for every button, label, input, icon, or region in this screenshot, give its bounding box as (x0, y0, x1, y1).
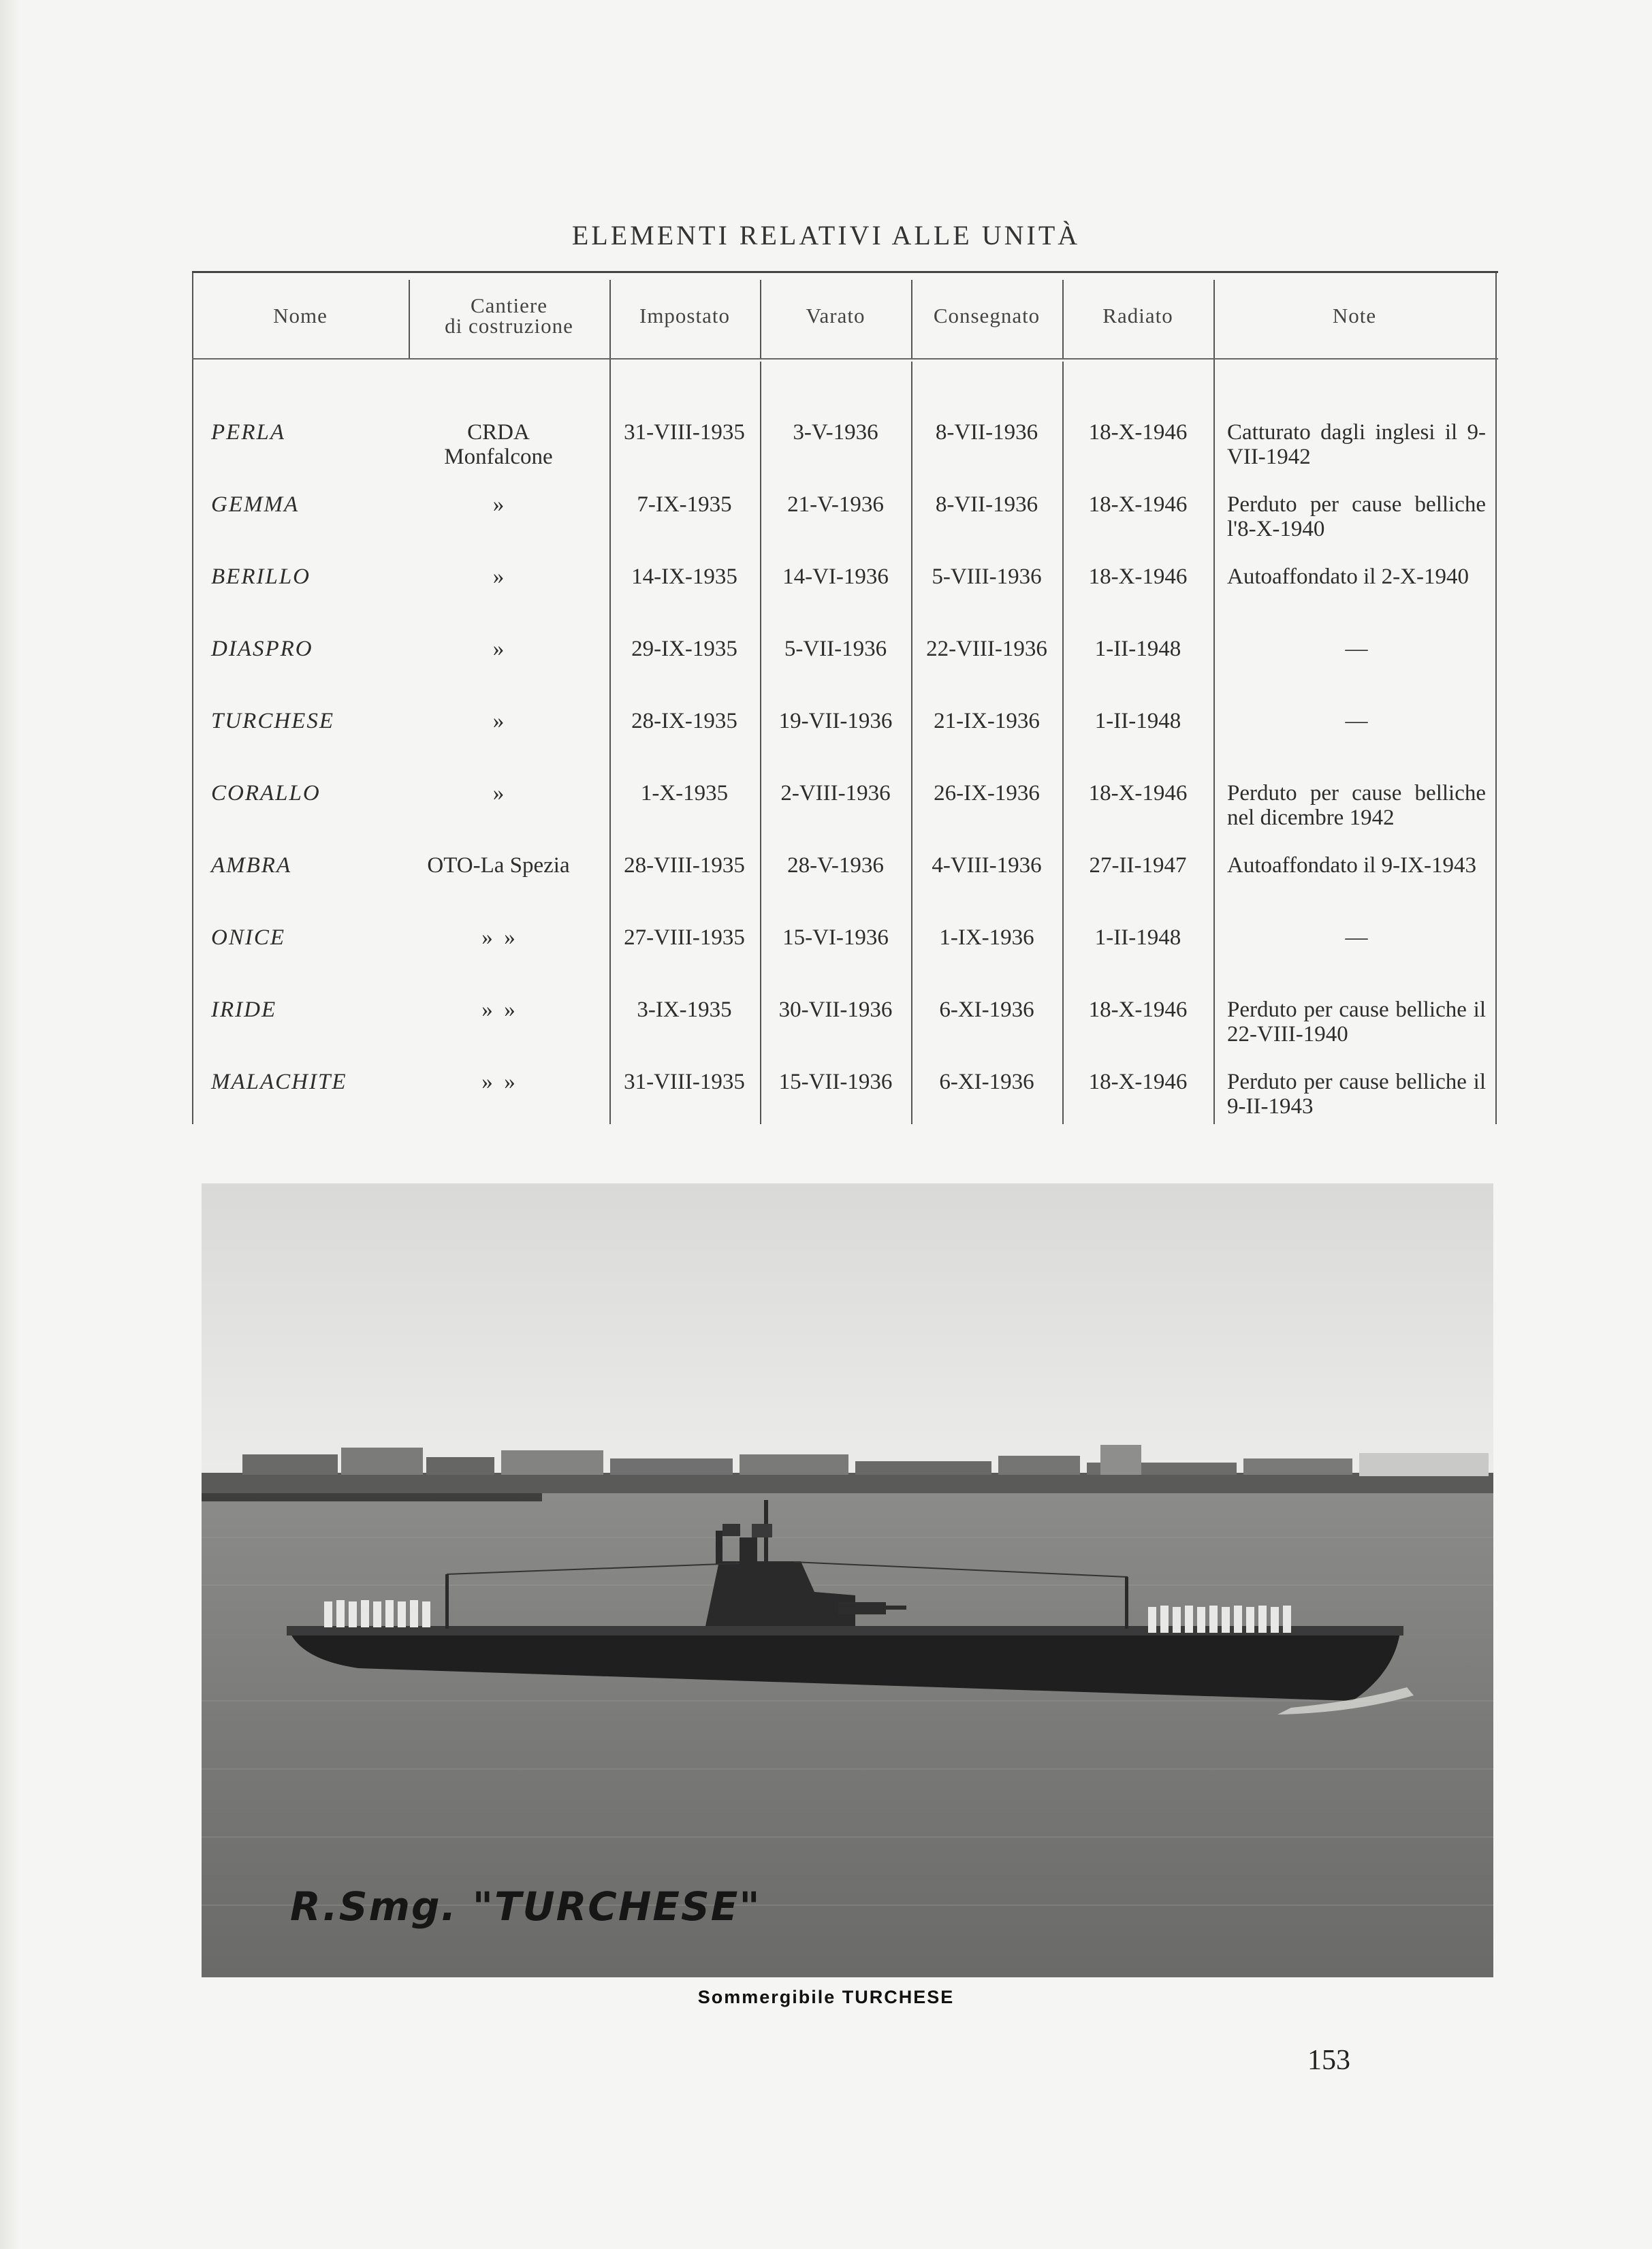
cell-impostato: 7-IX-1935 (637, 492, 732, 517)
cell-radiato: 27-II-1947 (1089, 853, 1187, 878)
cell-note: — (1345, 637, 1368, 661)
cell-nome: CORALLO (211, 781, 321, 806)
cell-consegnato: 26-IX-1936 (934, 781, 1040, 806)
header-nome: Nome (273, 303, 328, 328)
cell-note: — (1345, 709, 1368, 733)
units-table (192, 271, 1498, 1124)
cell-cantiere: » (492, 564, 505, 589)
cell-cantiere (396, 420, 601, 469)
cell-impostato: 31-VIII-1935 (624, 420, 745, 445)
cell-consegnato: 8-VII-1936 (935, 420, 1038, 445)
cell-nome: ONICE (211, 925, 285, 950)
header-consegnato: Consegnato (933, 303, 1041, 328)
cell-impostato: 14-IX-1935 (631, 564, 737, 589)
page-number: 153 (1307, 2045, 1350, 2076)
submarine-photo (202, 1183, 1493, 1977)
cell-impostato: 28-VIII-1935 (624, 853, 745, 878)
cell-varato: 2-VIII-1936 (780, 781, 891, 806)
scan-edge (0, 0, 20, 2249)
header-cantiere (409, 273, 609, 358)
cell-consegnato: 4-VIII-1936 (932, 853, 1042, 878)
cell-nome: PERLA (211, 420, 285, 445)
cell-impostato: 29-IX-1935 (631, 637, 737, 661)
cell-nome: AMBRA (211, 853, 292, 878)
header-rule (192, 358, 1498, 360)
cell-nome: BERILLO (211, 564, 311, 589)
header-cantiere-line2: di costruzione (445, 313, 573, 338)
cell-note: Perduto per cause belliche nel dicembre 1942 (1227, 781, 1486, 830)
table-row (192, 627, 1498, 699)
cell-cantiere: OTO-La Spezia (427, 853, 570, 878)
cell-radiato: 1-II-1948 (1094, 709, 1181, 733)
cell-radiato: 18-X-1946 (1088, 492, 1188, 517)
cell-varato: 28-V-1936 (787, 853, 884, 878)
cell-varato: 30-VII-1936 (778, 998, 893, 1022)
cell-varato: 15-VII-1936 (778, 1070, 893, 1094)
cell-consegnato: 6-XI-1936 (939, 998, 1034, 1022)
header-impostato: Impostato (639, 303, 730, 328)
header-radiato: Radiato (1102, 303, 1173, 328)
cell-consegnato: 21-IX-1936 (934, 709, 1040, 733)
cell-nome: MALACHITE (211, 1070, 347, 1094)
cell-varato: 15-VI-1936 (782, 925, 889, 950)
cell-note: Autoaffondato il 2-X-1940 (1227, 564, 1469, 589)
cell-impostato: 28-IX-1935 (631, 709, 737, 733)
cell-cantiere: » » (481, 1070, 515, 1094)
cell-varato: 3-V-1936 (793, 420, 878, 445)
table-row (192, 411, 1498, 483)
table-row (192, 1060, 1498, 1132)
cell-cantiere-main: CRDA (467, 420, 530, 445)
cell-varato: 19-VII-1936 (778, 709, 893, 733)
cell-cantiere: » (492, 637, 505, 661)
cell-consegnato: 6-XI-1936 (939, 1070, 1034, 1094)
cell-cantiere: » (492, 709, 505, 733)
cell-radiato: 18-X-1946 (1088, 1070, 1188, 1094)
cell-radiato: 1-II-1948 (1094, 637, 1181, 661)
table-row (192, 916, 1498, 988)
cell-impostato: 27-VIII-1935 (624, 925, 745, 950)
header-varato: Varato (806, 303, 865, 328)
cell-note: Perduto per cause belliche l'8-X-1940 (1227, 492, 1486, 541)
cell-nome: IRIDE (211, 998, 277, 1022)
cell-varato: 21-V-1936 (787, 492, 884, 517)
cell-nome: DIASPRO (211, 637, 313, 661)
table-row (192, 555, 1498, 627)
table-row (192, 771, 1498, 844)
cell-varato: 14-VI-1936 (782, 564, 889, 589)
cell-note: — (1345, 925, 1368, 950)
cell-consegnato: 22-VIII-1936 (926, 637, 1047, 661)
cell-radiato: 18-X-1946 (1088, 781, 1188, 806)
cell-cantiere-sub: Monfalcone (444, 445, 553, 469)
cell-radiato: 1-II-1948 (1094, 925, 1181, 950)
cell-nome: TURCHESE (211, 709, 334, 733)
cell-impostato: 31-VIII-1935 (624, 1070, 745, 1094)
cell-impostato: 3-IX-1935 (637, 998, 732, 1022)
cell-note: Perduto per cause belliche il 9-II-1943 (1227, 1070, 1486, 1119)
cell-cantiere: » » (481, 925, 515, 950)
table-row (192, 483, 1498, 555)
cell-radiato: 18-X-1946 (1088, 420, 1188, 445)
cell-consegnato: 1-IX-1936 (939, 925, 1034, 950)
cell-nome: GEMMA (211, 492, 300, 517)
cell-consegnato: 5-VIII-1936 (932, 564, 1042, 589)
cell-impostato: 1-X-1935 (640, 781, 729, 806)
table-row (192, 699, 1498, 771)
cell-radiato: 18-X-1946 (1088, 998, 1188, 1022)
page-title: ELEMENTI RELATIVI ALLE UNITÀ (571, 220, 1081, 251)
cell-note: Perduto per cause belliche il 22-VIII-1940 (1227, 998, 1486, 1047)
header-cantiere-line1: Cantiere (470, 293, 547, 317)
submarine-photo-image (202, 1183, 1493, 1977)
table-row (192, 988, 1498, 1060)
cell-consegnato: 8-VII-1936 (935, 492, 1038, 517)
photo-caption: Sommergibile TURCHESE (697, 1987, 955, 2007)
cell-cantiere: » (492, 492, 505, 517)
cell-cantiere: » (492, 781, 505, 806)
cell-varato: 5-VII-1936 (784, 637, 887, 661)
table-row (192, 844, 1498, 916)
cell-note: Catturato dagli inglesi il 9-VII-1942 (1227, 420, 1486, 469)
cell-note: Autoaffondato il 9-IX-1943 (1227, 853, 1476, 878)
photo-handwritten-label: R.Smg. "TURCHESE" (290, 1883, 761, 1930)
cell-cantiere: » » (481, 998, 515, 1022)
cell-radiato: 18-X-1946 (1088, 564, 1188, 589)
header-note: Note (1332, 303, 1377, 328)
